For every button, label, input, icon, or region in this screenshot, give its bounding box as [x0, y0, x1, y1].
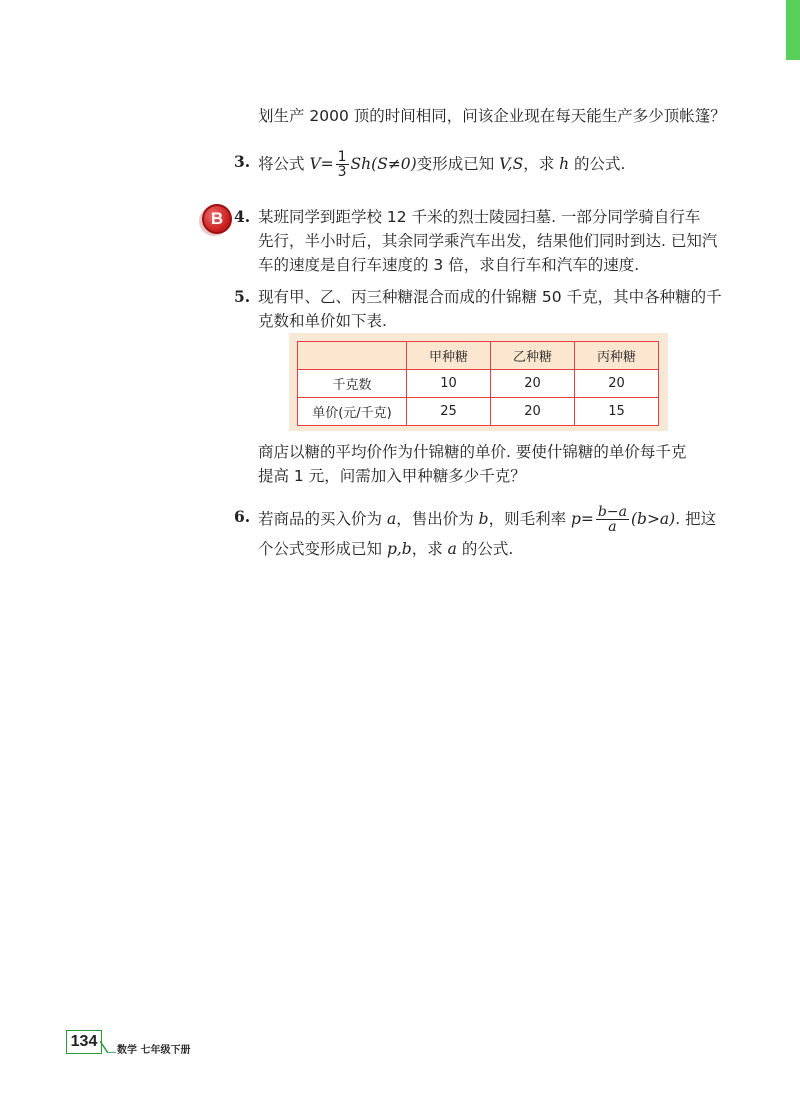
fraction-denominator: 3: [337, 164, 347, 180]
formula-condition: (S≠0): [371, 155, 417, 173]
problem-6-line-2: [258, 537, 513, 561]
chapter-tab-marker: [786, 0, 800, 60]
table-cell: 25: [407, 398, 491, 426]
problem-5-after-line-2: 提高 1 元，问需加入甲种糖多少千克？: [258, 467, 526, 485]
fraction-numerator: 1: [337, 149, 347, 165]
problem-6-mid1: ，售出价为: [396, 510, 479, 528]
table-row-label: 千克数: [298, 370, 407, 398]
profit-condition: (b>a): [630, 510, 676, 528]
table-header-yi: 乙种糖: [491, 342, 575, 370]
table-cell: 15: [575, 398, 659, 426]
problem-6-post: . 把这: [675, 510, 717, 528]
continuation-line: 划生产 2000 顶的时间相同，问该企业现在每天能生产多少顶帐篷？: [258, 107, 726, 125]
problem-3-post: 变形成已知: [416, 155, 500, 173]
find-var-a: a: [447, 540, 457, 558]
problem-6-line2-mid: ，求: [411, 540, 448, 558]
problem-4-number: 4.: [234, 207, 251, 226]
problem-3-pre: 将公式: [258, 155, 310, 173]
table-corner-cell: [298, 342, 407, 370]
problem-6-line-1: [258, 505, 716, 534]
problem-6-mid2: ，则毛利率: [488, 510, 571, 528]
fraction-one-third: [336, 150, 349, 179]
table-cell: 10: [407, 370, 491, 398]
problem-6-line2-pre: 个公式变形成已知: [258, 540, 387, 558]
problem-5-line-2: 克数和单价如下表.: [258, 312, 387, 330]
page-tab-tail-icon: [100, 1041, 116, 1053]
formula-lhs: V=: [309, 155, 334, 173]
table-row: [298, 398, 659, 426]
candy-table-frame: [289, 333, 668, 431]
table-header-row: [298, 342, 659, 370]
problem-5-after-line-1: 商店以糖的平均价作为什锦糖的单价. 要使什锦糖的单价每千克: [258, 443, 687, 461]
formula-rhs: Sh: [350, 155, 372, 173]
table-cell: 20: [491, 398, 575, 426]
problem-4-line-2: 先行，半小时后，其余同学乘汽车出发，结果他们同时到达. 已知汽: [258, 232, 718, 250]
problem-4-line-1: 某班同学到距学校 12 千米的烈士陵园扫墓. 一部分同学骑自行车: [258, 208, 701, 226]
table-cell: 20: [575, 370, 659, 398]
fraction-numerator: b−a: [597, 504, 627, 520]
candy-table: [297, 341, 659, 426]
profit-lhs: p=: [571, 510, 594, 528]
var-b: b: [478, 510, 489, 528]
var-a: a: [386, 510, 397, 528]
problem-6-pre: 若商品的买入价为: [258, 510, 387, 528]
problem-4-line-3: 车的速度是自行车速度的 3 倍，求自行车和汽车的速度.: [258, 256, 640, 274]
table-row: [298, 370, 659, 398]
known-vars-pb: p,b: [386, 540, 412, 558]
book-label: 数学 七年级下册: [117, 1045, 191, 1056]
page-number: 134: [66, 1030, 102, 1054]
problem-6-number: 6.: [234, 507, 251, 526]
profit-fraction: [596, 505, 629, 534]
problem-5-number: 5.: [234, 287, 251, 306]
table-header-jia: 甲种糖: [407, 342, 491, 370]
problem-3-number: 3.: [234, 152, 251, 171]
fraction-denominator: a: [608, 519, 617, 535]
known-vars: V,S: [499, 155, 524, 173]
table-header-bing: 丙种糖: [575, 342, 659, 370]
problem-5-line-1: 现有甲、乙、丙三种糖混合而成的什锦糖 50 千克，其中各种糖的千: [258, 288, 722, 306]
find-var: h: [559, 155, 570, 173]
problem-6-line2-post: 的公式.: [456, 540, 514, 558]
problem-3-find-post: 的公式.: [569, 155, 626, 173]
table-row-label: 单价(元/千克): [298, 398, 407, 426]
level-b-badge-icon: B: [202, 204, 232, 234]
table-cell: 20: [491, 370, 575, 398]
problem-3-text: [258, 150, 625, 179]
problem-3-find-pre: ，求: [523, 155, 560, 173]
